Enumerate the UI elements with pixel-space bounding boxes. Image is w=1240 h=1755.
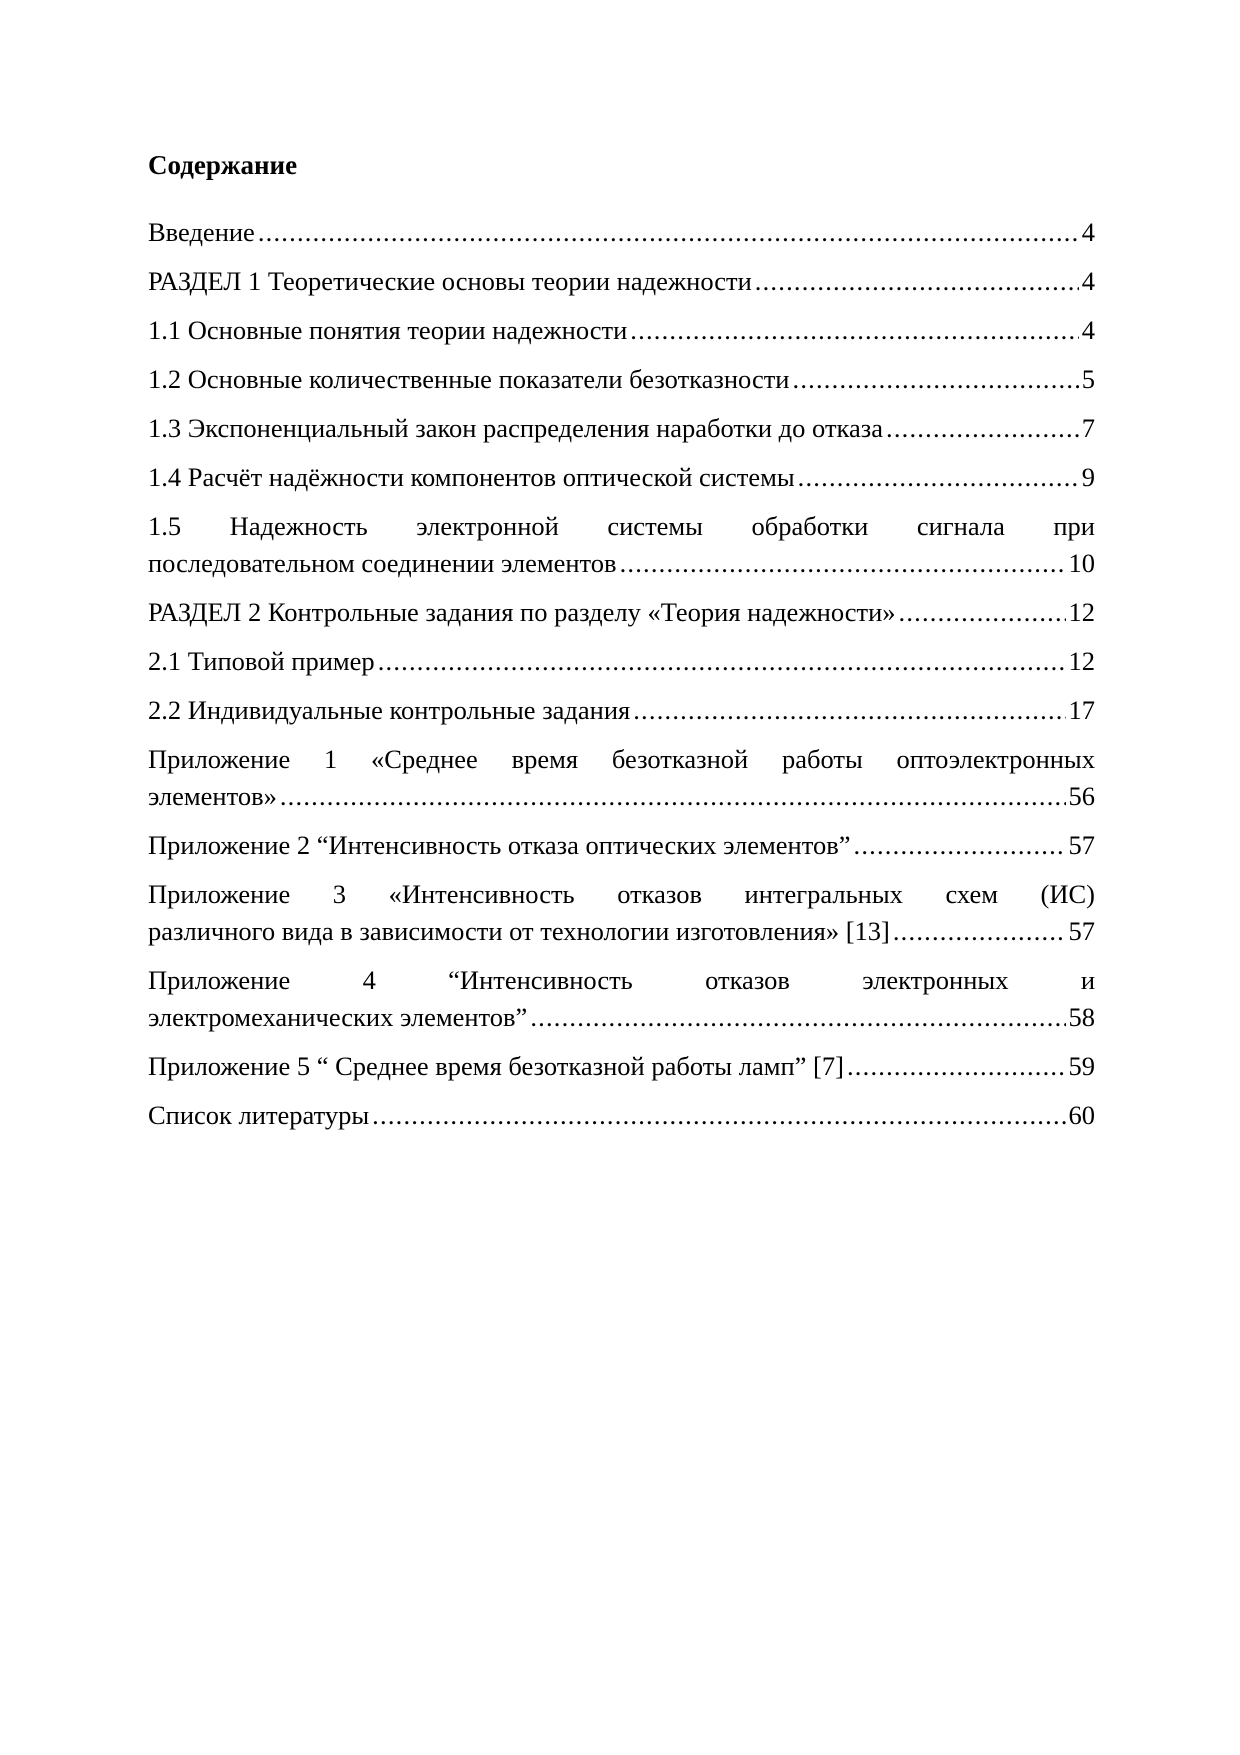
toc-page-number: 58	[1068, 1002, 1095, 1032]
toc-entry-line	[148, 913, 1095, 950]
toc-entry-line	[148, 692, 1095, 729]
toc-page-number: 12	[1068, 646, 1095, 676]
toc-entry-title-line: 1.5 Надежность электронной системы обработки сигнала при	[148, 511, 1095, 541]
toc-entry[interactable]	[148, 692, 1095, 729]
toc-entry-line	[148, 999, 1095, 1036]
toc-entry-line	[148, 312, 1095, 349]
toc-entry[interactable]	[148, 876, 1095, 950]
toc-entry[interactable]	[148, 214, 1095, 251]
toc-entry-line	[148, 827, 1095, 864]
dot-leader	[899, 594, 1066, 631]
toc-page-number: 4	[1081, 315, 1095, 345]
dot-leader	[258, 214, 1079, 251]
toc-entry-line	[148, 214, 1095, 251]
toc-page-number: 10	[1068, 548, 1095, 578]
dot-leader	[793, 361, 1079, 398]
toc-entry[interactable]	[148, 1097, 1095, 1134]
dot-leader	[630, 312, 1078, 349]
toc-page-number: 12	[1068, 597, 1095, 627]
toc-entry-line	[148, 410, 1095, 447]
dot-leader	[886, 410, 1079, 447]
toc-entry-title: 1.4 Расчёт надёжности компонентов оптической системы	[148, 462, 795, 492]
dot-leader	[620, 545, 1066, 582]
toc-entry[interactable]	[148, 741, 1095, 815]
toc-entry-title: Приложение 2 “Интенсивность отказа оптических элементов”	[148, 830, 851, 860]
toc-entry-line	[148, 459, 1095, 496]
toc-entry-title: 2.2 Индивидуальные контрольные задания	[148, 695, 631, 725]
toc-entry-line	[148, 1048, 1095, 1085]
toc-entry-line	[148, 594, 1095, 631]
table-of-contents	[148, 214, 1095, 1146]
toc-entry-title: 1.2 Основные количественные показатели безотказности	[148, 364, 790, 394]
toc-entry-title: электромеханических элементов”	[148, 1002, 528, 1032]
toc-entry[interactable]	[148, 312, 1095, 349]
dot-leader	[372, 1097, 1065, 1134]
toc-entry-title: 2.1 Типовой пример	[148, 646, 375, 676]
toc-entry-title: Приложение 5 “ Среднее время безотказной работы ламп” [7]	[148, 1051, 844, 1081]
toc-entry[interactable]	[148, 361, 1095, 398]
dot-leader	[530, 999, 1065, 1036]
toc-page-number: 7	[1081, 413, 1095, 443]
toc-page-number: 9	[1081, 462, 1095, 492]
toc-entry-line	[148, 1097, 1095, 1134]
toc-entry[interactable]	[148, 1048, 1095, 1085]
toc-entry[interactable]	[148, 962, 1095, 1036]
toc-page-number: 56	[1068, 781, 1095, 811]
toc-entry-title: различного вида в зависимости от технологии изготовления» [13]	[148, 916, 890, 946]
toc-entry-title: Список литературы	[148, 1100, 370, 1130]
toc-entry-title: РАЗДЕЛ 1 Теоретические основы теории надежности	[148, 266, 752, 296]
toc-entry-title: 1.1 Основные понятия теории надежности	[148, 315, 628, 345]
toc-entry-line	[148, 643, 1095, 680]
toc-entry-line	[148, 361, 1095, 398]
page-title: Содержание	[148, 150, 298, 180]
toc-entry-line	[148, 778, 1095, 815]
dot-leader	[854, 827, 1066, 864]
toc-page-number: 57	[1068, 916, 1095, 946]
toc-entry-title-line: Приложение 3 «Интенсивность отказов интегральных схем (ИС)	[148, 879, 1095, 909]
toc-entry[interactable]	[148, 459, 1095, 496]
toc-entry-line	[148, 545, 1095, 582]
dot-leader	[893, 913, 1066, 950]
toc-entry[interactable]	[148, 410, 1095, 447]
toc-page-number: 59	[1068, 1051, 1095, 1081]
toc-entry-title-line: Приложение 4 “Интенсивность отказов электронных и	[148, 965, 1095, 995]
toc-entry-title-line: Приложение 1 «Среднее время безотказной работы оптоэлектронных	[148, 744, 1095, 774]
dot-leader	[847, 1048, 1066, 1085]
toc-page-number: 60	[1068, 1100, 1095, 1130]
toc-entry[interactable]	[148, 827, 1095, 864]
toc-page-number: 4	[1081, 266, 1095, 296]
toc-entry[interactable]	[148, 643, 1095, 680]
dot-leader	[280, 778, 1066, 815]
toc-entry-line	[148, 263, 1095, 300]
toc-entry[interactable]	[148, 594, 1095, 631]
toc-entry-title: РАЗДЕЛ 2 Контрольные задания по разделу «Теория надежности»	[148, 597, 896, 627]
toc-page-number: 17	[1068, 695, 1095, 725]
dot-leader	[378, 643, 1066, 680]
toc-entry-title: последовательном соединении элементов	[148, 548, 617, 578]
toc-page-number: 4	[1081, 217, 1095, 247]
toc-entry[interactable]	[148, 263, 1095, 300]
dot-leader	[633, 692, 1065, 729]
toc-entry-title: элементов»	[148, 781, 277, 811]
dot-leader	[755, 263, 1079, 300]
toc-page-number: 5	[1081, 364, 1095, 394]
dot-leader	[798, 459, 1079, 496]
toc-entry-title: 1.3 Экспоненциальный закон распределения наработки до отказа	[148, 413, 883, 443]
toc-entry[interactable]	[148, 508, 1095, 582]
toc-entry-title: Введение	[148, 217, 255, 247]
toc-page-number: 57	[1068, 830, 1095, 860]
